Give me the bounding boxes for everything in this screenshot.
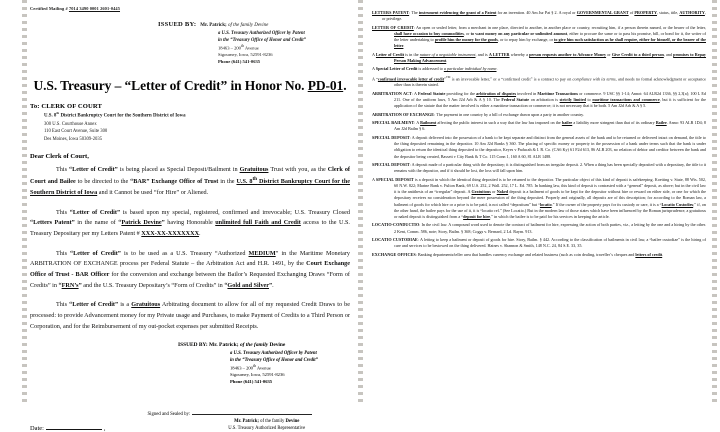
definition-entry: LOCATIO-CONDUCTIO: In the civil law. A compound word used to denote the contract of bailment for hire, expressing the action of both parties, viz., a letting by the one and a hiring by the other. 2 Kent, Comm. 586, note; Story, Bailm. § 368; Coggs v. Bernard, 2 Ld. Raym. 913. — [372, 222, 706, 234]
signature-rule — [192, 414, 312, 415]
issued-by-phone: Phone (641) 541-0635 — [218, 59, 261, 65]
recipient-addr-1: 300 U.S. Courthouse Annex — [44, 121, 97, 127]
issued-by-line2: a U.S. Treasury Authorized Officer by Patent — [218, 30, 305, 36]
letter-paragraph: This “Letter of Credit” is based upon my special, registered, confirmed and irrevocable; U.S. Treasury Closed “Letters Patent” in the name of “Patrick Devine” having Honorable unlimited full Faith and Credit access to the U.S. Treasury Depositary per my Letters Patent # XXX-XX-XXXXXXX. — [30, 208, 350, 237]
date-label: Date: — [30, 425, 44, 432]
closing-line4: 18463 – 200th Avenue — [230, 363, 271, 371]
definition-entry: SPECIAL DEPOSIT: A deposit delivered into the possession of a bank to be kept separate and distinct from the general assets of the bank and to be returned or delivered intact on demand, the title to the thing deposited remaining in the depositor. 10 Am J2d Banks § 360. The placing of specific money or property in the possession of a bank under terms such that the bank is under obligation to return the identical thing deposited to the depositor, Keyes v Paducah & I. R. Co. (CA6 Ky) 61 F2d 613, 86 ALR 203, no relation of debtor and creditor between the bank and the depositor being created, Bassett v City Bank & T Co. 115 Conn 1, 160 A 60, 81 ALR 1488. — [372, 134, 706, 159]
issued-by-header-block — [158, 20, 350, 66]
definition-entry: A Letter of Credit is in the nature of a negotiable instrument, and is A LETTER whereby a person requests another to Advance Money or Give Credit to a third person, and promises to Repay Person Making Advancement. — [372, 51, 707, 64]
letter-paragraph: This “Letter of Credit” is a Gratuitous Arbitrating document to allow for all of my requested Credit Draws to be processed: to provide Advancement money for my Private usage and Purchases, to make Payment of Credits to a Third Person or Corporation, and for the Reimbursement of my out-pocket expenses per submitted Receipts. — [30, 301, 350, 330]
issued-by-line4: 18463 – 200th Avenue — [218, 43, 259, 51]
recipient-addr-2: 110 East Court Avenue, Suite 300 — [44, 129, 108, 135]
issued-by-label: ISSUED BY: — [158, 21, 197, 28]
closing-phone: Phone (641) 541-0635 — [230, 378, 273, 384]
definition-entry: A SPECIAL DEPOSIT is a deposit in which the identical thing deposited is to be returned to the depositor. The particular object of this kind of deposit is safekeeping. Koetting v. State, 88 Wis. 502, 60 N.W. 822; Marine Bank v. Fulton Bank, 69 U.S. 252, 2 Wall. 252, 17 L. Ed. 785. In banking law, this kind of deposit is contrasted with a “general” deposit, as above; but in the civil law it is the antithesis of an “irregular” deposit. A Gratuitous or Naked deposit is a bailment of goods to be kept for the depositor without hire or reward on either side, or one for which the depositary receives no consideration beyond the mere possession of the thing deposited. Properly and originally, all deposits are of this description; for according to the Roman law, a bailment of goods for which hire or a price is to be paid, is not called “depositum” but “locatio.” If the owner of the property pays for its custody or care, it is a “Locatio Custodies;” if, on the other hand, the bailee pays for the use of it, it is “locatio rel.” (See Locatio.) But in the modern law of those states which have been influenced by the Roman jurisprudence, a gratuitous or naked deposit is distinguished from a “deposit for hire,” in which the bailee is to be paid for his services in keeping the article. — [372, 176, 707, 220]
honor-number: PD-01 — [307, 78, 344, 94]
signer-identity — [183, 418, 350, 432]
recipient-addr-3: Des Moines, Iowa 50309-2035 — [44, 136, 103, 142]
letter-paragraph: This “Letter of Credit” is to be used as a U.S. Treasury “Authorized MEDIUM” in the Maritime Monetary ARBITRATION OF EXCHANGE process per Federal Statute – the Arbitration Act and H.R. 1491, by the Court Exchange Office of Trust - BAR Officer for the conversion and exchange between the Bailor’s Requested Exchanging Draws “Form of Credits” in “FRN’s” and the U.S. Treasury Depositary’s “Form of Credits” in “Gold and Silver”. — [30, 249, 351, 289]
definitions-page — [360, 0, 720, 404]
signer-title: U.S. Treasury Authorized Representative — [228, 426, 306, 432]
signed-label: Signed and Sealed by: — [147, 411, 191, 417]
date-field[interactable] — [30, 425, 105, 432]
salutation: Dear Clerk of Court, — [30, 152, 89, 160]
certified-mailing-number: 7014 3490 0001 2601-0445 — [68, 6, 121, 11]
closing-issued-by-block — [178, 341, 350, 386]
definition-entry: ARBITRATION ACT: A Federal Statute providing for the arbitration of disputes involved in Maritime Transactions or commerce. 9 USC §§ 1-14; Annot: 64 ALR2d 1336, §§ 2,3[a]; 100 L Ed 211. One of the uniform laws, 5 Am J2d Arb & A § 10. The Federal Statute on arbitration is strictly limited to maritime transactions and commerce, but it is sufficient for the application of the statute that the matter involved is either a maritime transaction or commerce; it is not necessary that it be both. 5 Am J2d Arb & A § 5. — [372, 90, 706, 109]
definition-entry: A Special Letter of Credit is addressed to a particular individual by name. — [372, 66, 498, 72]
letter-paragraph: This “Letter of Credit” is being placed as Special Deposit/Bailment in Gratuitous Trust with you, as the Clerk of Court and Bailee to be directed to the “BAR” Exchange Office of Trust in the U.S. 8th District Bankruptcy Court for the Southern District of Iowa and it Cannot be used “for Hire” or Aliened. — [30, 165, 351, 196]
date-rule — [46, 429, 102, 430]
definition-entry: EXCHANGE OFFICES: Banking departments/teller area that handles currency exchange and related business (such as coin dealing, traveller’s cheques and letters of credit. — [372, 251, 664, 257]
signer-name: Mr. Patrick; of the family Devine — [234, 418, 300, 424]
certified-mailing-label: Certified Mailing # — [30, 6, 69, 11]
letter-body — [30, 165, 350, 333]
legal-definitions-list — [372, 6, 706, 258]
signature-field[interactable] — [147, 412, 350, 432]
issued-by-line5: Sigourney, Iowa, 52591-8236 — [218, 52, 273, 58]
closing-line2: a U.S. Treasury Authorized Officer by Patent — [230, 350, 317, 356]
closing-line3: in the “Treasury Office of Honor and Credit” — [230, 357, 318, 363]
closing-line5: Sigourney, Iowa, 52591-8236 — [230, 372, 285, 378]
definition-entry: LOCATIO CUSTODIAE: A letting to keep a bailment or deposit of goods for hire. Story, Bailm. § 442. According to the classification of bailments in civil law, a “bailee custodiae” is the hiring of care and services to be bestowed on the thing delivered. Haines v. Shannon & Smith, 148 N.C. 24, 84 S.E. 33, 35. — [372, 237, 706, 249]
definition-entry: ARBITRATION OF EXCHANGE: The payment in one country by a bill of exchange drawn upon a party in another country. — [372, 111, 584, 117]
recipient-label: To: CLERK OF COURT — [30, 103, 102, 111]
definition-entry: A “confirmed irrevocable letter of credit”™ is an irrevocable letter,” or a “confirmed credit” is a contract to pay on compliance with its terms, and needs no formal acknowledgment or acceptance other than is therein stated. — [372, 74, 707, 88]
certified-mailing-line — [30, 6, 350, 11]
date-suffix: , — [103, 425, 106, 432]
definition-entry: SPECIAL BAILMENT: A Bailment affecting the public interest in such a way that the law has imposed on the bailee a liability more stringent than that of its ordinary Bailee. Anno: 93 ALR 1D4; 8 Am J2d Bailm § 6. — [372, 120, 706, 132]
recipient-court-name: U.S. 8th District Bankruptcy Court for the Southern District of Iowa — [44, 111, 186, 119]
definition-entry: LETTER OF CREDIT: An open or sealed letter, from a merchant in one place, directed to another, in another place or country, recruiting him, if a person therein named, or the bearer of the letter, shall have occasion to buy commodities, or to want money on any particular or unlimited amount, either to procure the same or to pass his promise, bill, or bond for it, the writer of the letter undertaking to profile him the money for the goods, or to repay him by exchange, or to give him such satisfaction as he shall require, either for himself, or the bearer of the letter. — [372, 24, 706, 49]
closing-issued-by-line: ISSUED BY: Mr. Patrick; of the family Devine — [178, 342, 286, 349]
definition-entry: LETTERS PATENT: The instrument evidencing the grant of a Patent for an invention. 40 Am Jur Pat § 2. A royal or GOVERNMENTAL GRANT of PROPERTY, status, title, AUTHORITY, or privilege. — [372, 10, 706, 22]
issued-by-name: Mr. Patrick; of the family Devine — [200, 23, 269, 28]
recipient-address — [44, 111, 350, 143]
definition-entry: SPECIAL DEPOSIT: A deposit made of a particular thing with the depositary; it is distinguished from an irregular deposit. 2. When a thing has been specially deposited with a depositary, the title to it remains with the depositor, and if it should be lost, the loss will fall upon him. — [372, 161, 706, 174]
issued-by-line3: in the “Treasury Office of Honor and Credit” — [218, 37, 306, 43]
signature-footer — [30, 412, 350, 432]
page-title: U.S. Treasury – “Letter of Credit” in Honor No. PD-01. — [33, 78, 347, 94]
